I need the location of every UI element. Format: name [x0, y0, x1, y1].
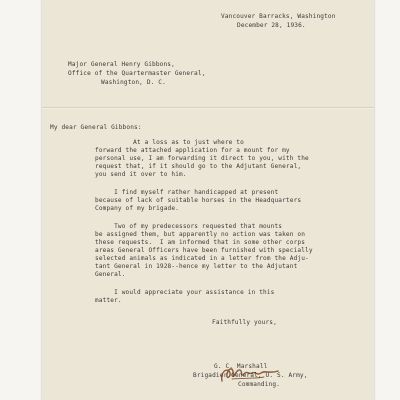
body-line: Company of my brigade. — [95, 205, 180, 212]
body-line: At a loss as to just where to — [95, 139, 244, 146]
body-line: you send it over to him. — [95, 171, 187, 178]
body-line: personal use, I am forwarding it direct to you, with the — [95, 155, 309, 162]
body-line: because of lack of suitable horses in the Headquarters — [95, 197, 302, 204]
body-line: I find myself rather handicapped at present — [95, 189, 279, 196]
body-line: matter. — [95, 297, 122, 304]
body-line: Two of my predecessors requested that mounts — [95, 223, 283, 230]
salutation: My dear General Gibbons: — [50, 124, 142, 131]
body-line: General. — [95, 271, 126, 278]
letter-place: Vancouver Barracks, Washington — [221, 13, 336, 20]
body-line: request that, if it should go to the Adjutant General, — [95, 163, 302, 170]
recipient-city: Washington, D. C. — [101, 79, 166, 86]
body-line: areas General Officers have been furnished with specially — [95, 247, 313, 254]
recipient-name: Major General Henry Gibbons, — [68, 61, 175, 68]
body-line: selected animals as indicated in a letter from the Adju- — [95, 255, 309, 262]
recipient-office: Office of the Quartermaster General, — [68, 70, 206, 77]
body-line: tant General in 1928--hence my letter to the Adjutant — [95, 263, 298, 270]
body-line: be assigned them, but apparently no action was taken on — [95, 231, 306, 238]
body-line: I would appreciate your assistance in this — [95, 289, 275, 296]
letter-page — [42, 0, 374, 400]
signature-name: G. C. Marshall — [214, 363, 268, 370]
paper-fold — [42, 107, 374, 108]
letter-date: December 28, 1936. — [237, 22, 306, 29]
body-line: forward the attached application for a mount for my — [95, 147, 290, 154]
body-line: these requests. I am informed that in some other corps — [95, 239, 306, 246]
signature-title-role: Commanding. — [238, 381, 281, 388]
signature-title-rank: Brigadier General, U. S. Army, — [193, 372, 308, 379]
closing: Faithfully yours, — [212, 319, 277, 326]
